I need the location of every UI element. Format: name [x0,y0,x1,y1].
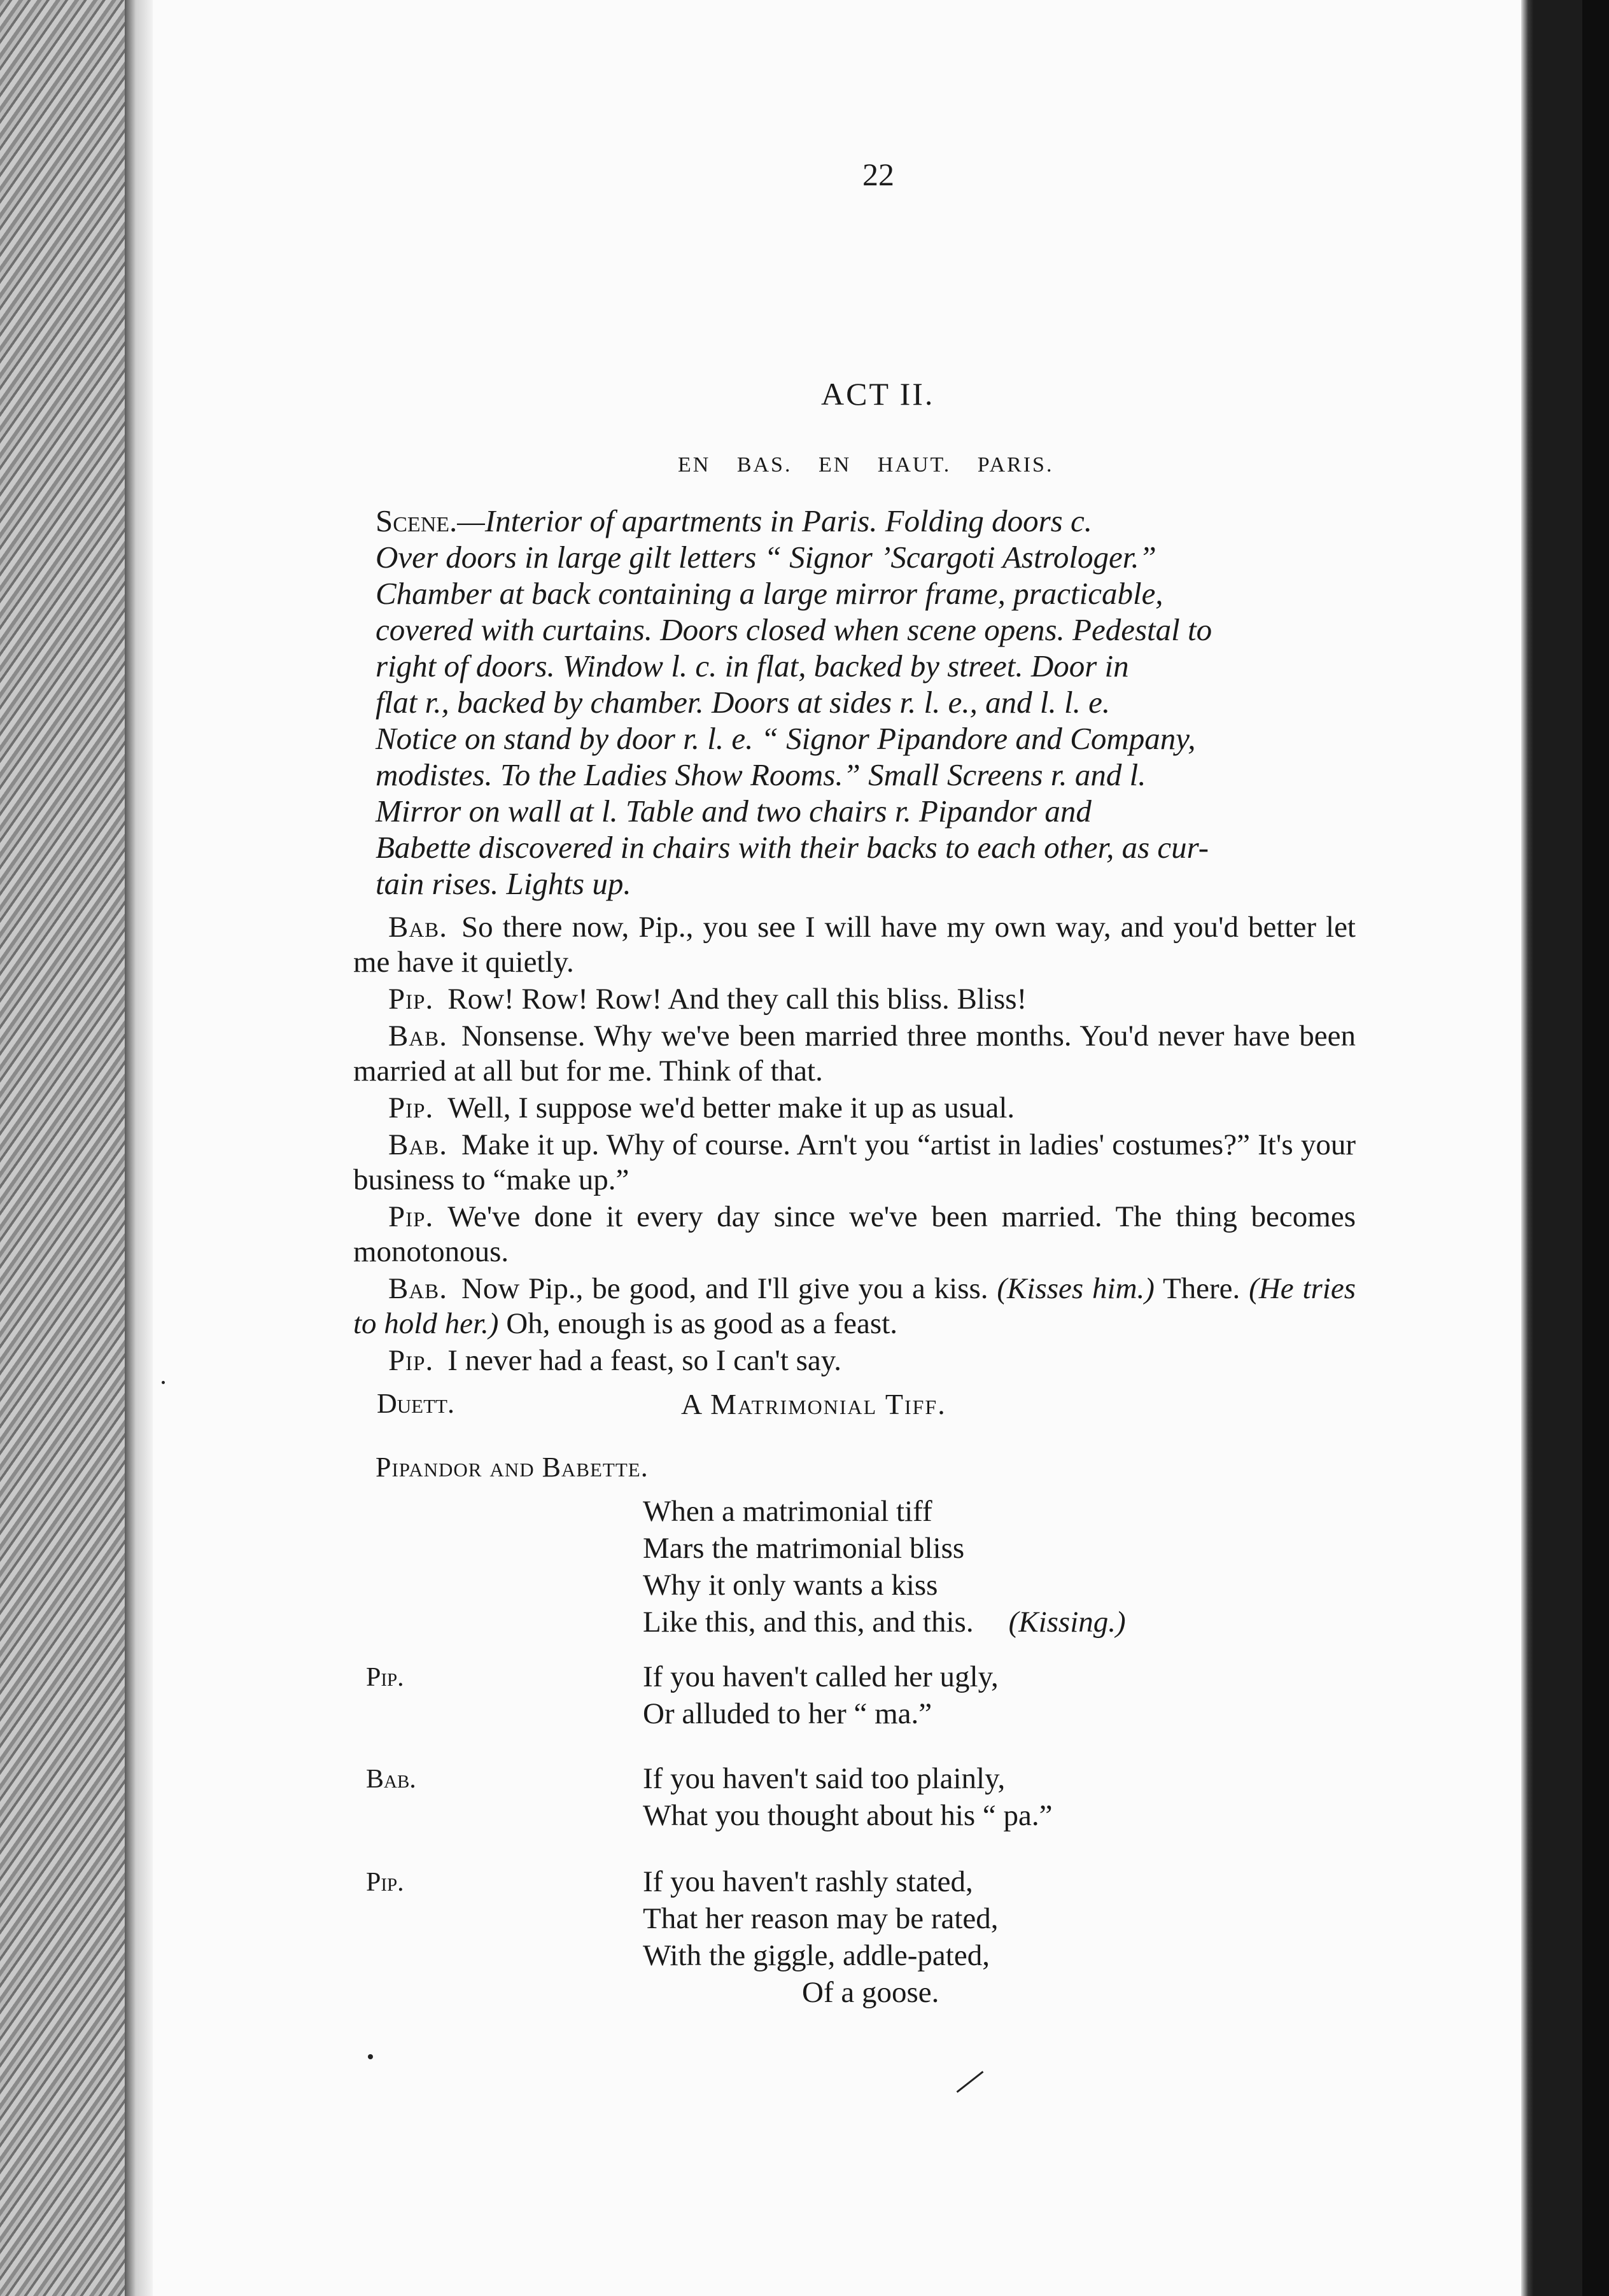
dialogue-line: Bab. So there now, Pip., you see I will have my own way, and you'd better let me have it quietly. [353,911,1356,979]
scene-line: Over doors in large gilt letters “ Signor ’Scargoti Astrologer.” [376,540,1156,575]
scene-description [376,503,1368,902]
duett-label: Duett. [377,1388,454,1419]
verse-line: That her reason may be rated, [643,1902,999,1935]
speaker: Bab. [388,1128,447,1161]
stage-direction: (He tries to hold her.) [353,1272,1356,1340]
scene-line: Mirror on wall at l. Table and two chairs r. Pipandor and [376,794,1092,829]
scene-line: flat r., backed by chamber. Doors at sides r. l. e., and l. l. e. [376,685,1111,720]
stage-direction: (Kissing.) [1008,1606,1126,1639]
scene-line: modistes. To the Ladies Show Rooms.” Small Screens r. and l. [376,757,1146,792]
ink-speck [162,1381,165,1384]
verse-line: Or alluded to her “ ma.” [643,1697,932,1730]
verse-line: If you haven't called her ugly, [643,1660,999,1693]
dialogue-line: Pip. We've done it every day since we've been married. The thing becomes monotonous. [353,1200,1356,1268]
verse-line: When a matrimonial tiff [643,1495,932,1528]
speaker: Pip. [388,1344,434,1377]
scene-label: Scene. [376,503,458,538]
scene-line: Scene.—Interior of apartments in Paris. Folding doors c. [376,503,1092,538]
scanner-border [1582,0,1609,2296]
verse [643,1863,999,2011]
scene-line: Babette discovered in chairs with their backs to each other, as cur- [376,830,1209,865]
duett-title: A Matrimonial Tiff. [681,1388,946,1420]
dialogue [353,910,1356,1380]
verse-line: Why it only wants a kiss [643,1569,938,1602]
dialogue-line: Pip. Well, I suppose we'd better make it up as usual. [388,1091,1015,1124]
verse-line: With the giggle, addle-pated, [643,1939,990,1972]
speaker: Pip. [388,1091,434,1124]
verse [643,1493,1126,1641]
page-number: 22 [862,157,894,192]
dialogue-line: Pip. I never had a feast, so I can't say. [388,1344,841,1377]
speaker: Pip. [388,983,434,1016]
ink-speck [368,2054,373,2059]
speaker: Bab. [388,1019,447,1053]
scene-subheading: EN BAS. EN HAUT. PARIS. [678,453,1054,477]
speaker: Bab. [388,1272,447,1305]
act-title: ACT II. [821,376,935,412]
speaker: Pip. [388,1200,434,1233]
verse [643,1760,1053,1834]
page-gutter-shadow [125,0,153,2296]
dialogue-line: Bab. Make it up. Why of course. Arn't you “artist in ladies' costumes?” It's your business to “make up.” [353,1128,1356,1196]
speaker: Bab. [388,911,447,944]
verse-speaker: Pip. [366,1868,404,1897]
scene-line: right of doors. Window l. c. in flat, backed by street. Door in [376,648,1129,683]
verse-line: Of a goose. [802,1976,939,2009]
dialogue-line: Bab. Now Pip., be good, and I'll give you a kiss. (Kisses him.) There. (He tries to hold her.) Oh, enough is as good as a feast. [353,1272,1356,1340]
dialogue-line: Pip. Row! Row! Row! And they call this bliss. Bliss! [388,983,1027,1016]
scene-line: Notice on stand by door r. l. e. “ Signor Pipandore and Company, [376,721,1196,756]
stage-direction: (Kisses him.) [997,1272,1155,1305]
verse-line: If you haven't rashly stated, [643,1865,973,1898]
scene-line: covered with curtains. Doors closed when scene opens. Pedestal to [376,612,1212,647]
scene-line: tain rises. Lights up. [376,866,631,901]
verse-line: What you thought about his “ pa.” [643,1799,1053,1832]
verse-line: Like this, and this, and this. (Kissing.) [643,1606,1126,1639]
verse-speaker: Pipandor and Babette. [376,1452,649,1483]
verse-line: If you haven't said too plainly, [643,1762,1006,1795]
verse-line: Mars the matrimonial bliss [643,1532,965,1565]
verse-speaker: Bab. [366,1765,416,1794]
verse-speaker: Pip. [366,1663,404,1692]
scene-line: Chamber at back containing a large mirror frame, practicable, [376,576,1163,611]
verse [643,1658,999,1732]
dialogue-line: Bab. Nonsense. Why we've been married three months. You'd never have been married at all but for me. Think of that. [353,1019,1356,1088]
